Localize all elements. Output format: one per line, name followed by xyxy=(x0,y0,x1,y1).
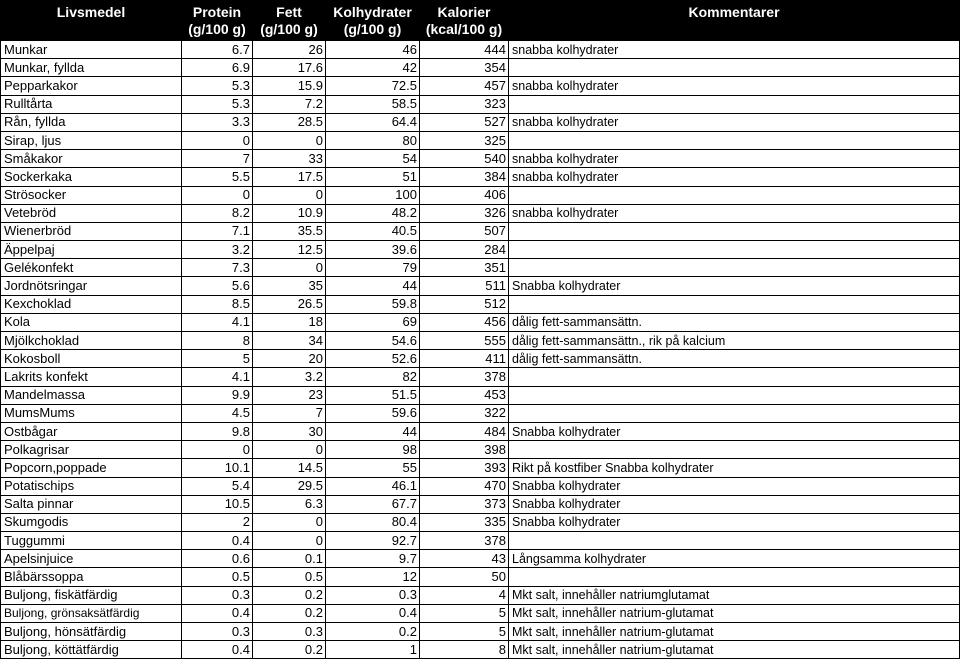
cell-livsmedel: Äppelpaj xyxy=(1,241,182,259)
cell-fett: 0 xyxy=(253,441,326,459)
cell-kommentar xyxy=(509,222,960,240)
cell-kalorier: 453 xyxy=(420,386,509,404)
cell-kommentar: Snabba kolhydrater xyxy=(509,277,960,295)
cell-fett: 0.2 xyxy=(253,641,326,659)
cell-kommentar: Mkt salt, innehåller natriumglutamat xyxy=(509,586,960,604)
cell-fett: 0 xyxy=(253,259,326,277)
table-row xyxy=(1,568,960,586)
cell-fett: 20 xyxy=(253,350,326,368)
cell-kolhydrater: 44 xyxy=(326,422,420,440)
cell-livsmedel: Polkagrisar xyxy=(1,441,182,459)
cell-livsmedel: Apelsinjuice xyxy=(1,550,182,568)
cell-kolhydrater: 54 xyxy=(326,150,420,168)
cell-livsmedel: Buljong, köttätfärdig xyxy=(1,641,182,659)
cell-kalorier: 555 xyxy=(420,332,509,350)
cell-livsmedel: Jordnötsringar xyxy=(1,277,182,295)
cell-kolhydrater: 100 xyxy=(326,186,420,204)
header-kommentarer-label: Kommentarer xyxy=(688,4,780,20)
cell-kalorier: 323 xyxy=(420,95,509,113)
cell-kommentar xyxy=(509,386,960,404)
cell-kommentar: Snabba kolhydrater xyxy=(509,513,960,531)
cell-livsmedel: Vetebröd xyxy=(1,204,182,222)
cell-kolhydrater: 48.2 xyxy=(326,204,420,222)
cell-fett: 0.5 xyxy=(253,568,326,586)
table-row xyxy=(1,641,960,659)
cell-kolhydrater: 92.7 xyxy=(326,532,420,550)
cell-livsmedel: Munkar xyxy=(1,41,182,59)
cell-fett: 23 xyxy=(253,386,326,404)
cell-fett: 17.5 xyxy=(253,168,326,186)
cell-fett: 33 xyxy=(253,150,326,168)
cell-livsmedel: MumsMums xyxy=(1,404,182,422)
cell-fett: 14.5 xyxy=(253,459,326,477)
header-kalorier-unit: (kcal/100 g) xyxy=(425,21,503,37)
cell-kolhydrater: 52.6 xyxy=(326,350,420,368)
cell-kommentar: dålig fett-sammansättn. xyxy=(509,313,960,331)
table-row xyxy=(1,295,960,313)
cell-livsmedel: Kokosboll xyxy=(1,350,182,368)
cell-kommentar: snabba kolhydrater xyxy=(509,204,960,222)
table-row xyxy=(1,204,960,222)
cell-livsmedel: Blåbärssoppa xyxy=(1,568,182,586)
table-row xyxy=(1,332,960,350)
header-kalorier-label: Kalorier xyxy=(437,4,491,20)
cell-fett: 17.6 xyxy=(253,59,326,77)
cell-kommentar: Rikt på kostfiber Snabba kolhydrater xyxy=(509,459,960,477)
cell-kommentar xyxy=(509,368,960,386)
cell-fett: 28.5 xyxy=(253,113,326,131)
cell-protein: 5.4 xyxy=(182,477,253,495)
cell-livsmedel: Småkakor xyxy=(1,150,182,168)
cell-kolhydrater: 51.5 xyxy=(326,386,420,404)
cell-protein: 0.4 xyxy=(182,604,253,622)
table-row xyxy=(1,532,960,550)
cell-fett: 7.2 xyxy=(253,95,326,113)
table-row xyxy=(1,41,960,59)
cell-protein: 9.8 xyxy=(182,422,253,440)
cell-kommentar: snabba kolhydrater xyxy=(509,113,960,131)
cell-kolhydrater: 0.4 xyxy=(326,604,420,622)
header-protein-label: Protein xyxy=(192,4,242,20)
table-row xyxy=(1,313,960,331)
cell-kolhydrater: 67.7 xyxy=(326,495,420,513)
cell-protein: 8.5 xyxy=(182,295,253,313)
cell-kommentar xyxy=(509,131,960,149)
table-row xyxy=(1,241,960,259)
cell-protein: 5.3 xyxy=(182,95,253,113)
cell-livsmedel: Salta pinnar xyxy=(1,495,182,513)
cell-protein: 9.9 xyxy=(182,386,253,404)
cell-kommentar: Mkt salt, innehåller natrium-glutamat xyxy=(509,604,960,622)
cell-kalorier: 284 xyxy=(420,241,509,259)
cell-kommentar xyxy=(509,532,960,550)
cell-kalorier: 5 xyxy=(420,604,509,622)
cell-kolhydrater: 59.8 xyxy=(326,295,420,313)
cell-kommentar xyxy=(509,241,960,259)
cell-fett: 26 xyxy=(253,41,326,59)
header-fett xyxy=(253,1,326,41)
cell-kommentar: snabba kolhydrater xyxy=(509,150,960,168)
cell-protein: 5.6 xyxy=(182,277,253,295)
header-fett-label: Fett xyxy=(276,4,302,20)
cell-fett: 18 xyxy=(253,313,326,331)
cell-kalorier: 540 xyxy=(420,150,509,168)
cell-kolhydrater: 80.4 xyxy=(326,513,420,531)
cell-protein: 4.1 xyxy=(182,368,253,386)
cell-kalorier: 411 xyxy=(420,350,509,368)
table-header xyxy=(1,1,960,41)
cell-kolhydrater: 44 xyxy=(326,277,420,295)
cell-fett: 0.1 xyxy=(253,550,326,568)
cell-kalorier: 335 xyxy=(420,513,509,531)
cell-kalorier: 444 xyxy=(420,41,509,59)
cell-kolhydrater: 9.7 xyxy=(326,550,420,568)
cell-kalorier: 484 xyxy=(420,422,509,440)
cell-protein: 5.3 xyxy=(182,77,253,95)
cell-kommentar: Långsamma kolhydrater xyxy=(509,550,960,568)
cell-kolhydrater: 59.6 xyxy=(326,404,420,422)
table-body xyxy=(1,41,960,659)
header-kommentarer xyxy=(509,1,960,41)
cell-livsmedel: Tuggummi xyxy=(1,532,182,550)
cell-kolhydrater: 54.6 xyxy=(326,332,420,350)
header-kolhydrater xyxy=(326,1,420,41)
cell-kalorier: 527 xyxy=(420,113,509,131)
cell-protein: 7.1 xyxy=(182,222,253,240)
cell-kolhydrater: 64.4 xyxy=(326,113,420,131)
cell-kolhydrater: 40.5 xyxy=(326,222,420,240)
cell-fett: 34 xyxy=(253,332,326,350)
cell-kolhydrater: 39.6 xyxy=(326,241,420,259)
cell-protein: 0.3 xyxy=(182,586,253,604)
cell-livsmedel: Mandelmassa xyxy=(1,386,182,404)
table-row xyxy=(1,368,960,386)
cell-kolhydrater: 80 xyxy=(326,131,420,149)
cell-kolhydrater: 12 xyxy=(326,568,420,586)
cell-livsmedel: Kexchoklad xyxy=(1,295,182,313)
cell-kolhydrater: 46 xyxy=(326,41,420,59)
cell-kalorier: 393 xyxy=(420,459,509,477)
table-row xyxy=(1,477,960,495)
cell-protein: 0.4 xyxy=(182,532,253,550)
cell-livsmedel: Buljong, fiskätfärdig xyxy=(1,586,182,604)
cell-kommentar: Snabba kolhydrater xyxy=(509,495,960,513)
table-row xyxy=(1,422,960,440)
cell-livsmedel: Strösocker xyxy=(1,186,182,204)
cell-kalorier: 457 xyxy=(420,77,509,95)
table-row xyxy=(1,495,960,513)
cell-kolhydrater: 98 xyxy=(326,441,420,459)
cell-fett: 3.2 xyxy=(253,368,326,386)
cell-kalorier: 398 xyxy=(420,441,509,459)
cell-kalorier: 406 xyxy=(420,186,509,204)
cell-livsmedel: Wienerbröd xyxy=(1,222,182,240)
header-kolhydrater-label: Kolhydrater xyxy=(333,4,412,20)
cell-kalorier: 470 xyxy=(420,477,509,495)
table-row xyxy=(1,186,960,204)
cell-fett: 0.3 xyxy=(253,623,326,641)
cell-kolhydrater: 55 xyxy=(326,459,420,477)
cell-kommentar: Snabba kolhydrater xyxy=(509,477,960,495)
cell-kommentar: Mkt salt, innehåller natrium-glutamat xyxy=(509,623,960,641)
cell-fett: 26.5 xyxy=(253,295,326,313)
cell-protein: 10.1 xyxy=(182,459,253,477)
cell-kalorier: 322 xyxy=(420,404,509,422)
table-row xyxy=(1,59,960,77)
cell-kalorier: 354 xyxy=(420,59,509,77)
cell-fett: 29.5 xyxy=(253,477,326,495)
cell-kolhydrater: 1 xyxy=(326,641,420,659)
cell-livsmedel: Buljong, grönsaksätfärdig xyxy=(1,604,182,622)
table-row xyxy=(1,513,960,531)
cell-kolhydrater: 58.5 xyxy=(326,95,420,113)
cell-kalorier: 326 xyxy=(420,204,509,222)
cell-kommentar xyxy=(509,59,960,77)
cell-livsmedel: Ostbågar xyxy=(1,422,182,440)
cell-fett: 35.5 xyxy=(253,222,326,240)
cell-kolhydrater: 0.3 xyxy=(326,586,420,604)
cell-kommentar xyxy=(509,186,960,204)
cell-protein: 0 xyxy=(182,441,253,459)
cell-protein: 0.4 xyxy=(182,641,253,659)
cell-fett: 6.3 xyxy=(253,495,326,513)
cell-kalorier: 456 xyxy=(420,313,509,331)
header-kalorier xyxy=(420,1,509,41)
cell-livsmedel: Gelékonfekt xyxy=(1,259,182,277)
cell-livsmedel: Munkar, fyllda xyxy=(1,59,182,77)
cell-kolhydrater: 79 xyxy=(326,259,420,277)
cell-protein: 10.5 xyxy=(182,495,253,513)
cell-livsmedel: Sirap, ljus xyxy=(1,131,182,149)
cell-livsmedel: Lakrits konfekt xyxy=(1,368,182,386)
cell-protein: 0.3 xyxy=(182,623,253,641)
cell-kalorier: 512 xyxy=(420,295,509,313)
table-row xyxy=(1,77,960,95)
cell-protein: 4.1 xyxy=(182,313,253,331)
cell-kommentar: dålig fett-sammansättn. xyxy=(509,350,960,368)
cell-kolhydrater: 51 xyxy=(326,168,420,186)
cell-livsmedel: Pepparkakor xyxy=(1,77,182,95)
header-fett-unit: (g/100 g) xyxy=(260,21,318,37)
cell-fett: 7 xyxy=(253,404,326,422)
cell-fett: 0.2 xyxy=(253,604,326,622)
cell-kolhydrater: 82 xyxy=(326,368,420,386)
cell-protein: 8 xyxy=(182,332,253,350)
cell-protein: 6.7 xyxy=(182,41,253,59)
cell-kalorier: 5 xyxy=(420,623,509,641)
cell-fett: 0 xyxy=(253,513,326,531)
cell-livsmedel: Potatischips xyxy=(1,477,182,495)
table-row xyxy=(1,459,960,477)
cell-kommentar xyxy=(509,404,960,422)
table-row xyxy=(1,604,960,622)
cell-fett: 0.2 xyxy=(253,586,326,604)
cell-protein: 4.5 xyxy=(182,404,253,422)
cell-kolhydrater: 0.2 xyxy=(326,623,420,641)
cell-kalorier: 511 xyxy=(420,277,509,295)
cell-livsmedel: Buljong, hönsätfärdig xyxy=(1,623,182,641)
header-protein-unit: (g/100 g) xyxy=(188,21,246,37)
table-row xyxy=(1,95,960,113)
table-row xyxy=(1,113,960,131)
cell-kalorier: 325 xyxy=(420,131,509,149)
cell-kommentar: snabba kolhydrater xyxy=(509,168,960,186)
table-row xyxy=(1,277,960,295)
cell-livsmedel: Skumgodis xyxy=(1,513,182,531)
cell-protein: 7.3 xyxy=(182,259,253,277)
cell-kalorier: 384 xyxy=(420,168,509,186)
cell-protein: 0 xyxy=(182,186,253,204)
header-row xyxy=(1,1,960,41)
cell-kalorier: 351 xyxy=(420,259,509,277)
cell-kalorier: 8 xyxy=(420,641,509,659)
cell-kommentar: snabba kolhydrater xyxy=(509,41,960,59)
cell-kommentar xyxy=(509,568,960,586)
cell-kommentar xyxy=(509,441,960,459)
table-row xyxy=(1,586,960,604)
cell-protein: 8.2 xyxy=(182,204,253,222)
header-kolhydrater-unit: (g/100 g) xyxy=(343,21,402,37)
cell-livsmedel: Popcorn,poppade xyxy=(1,459,182,477)
cell-kommentar xyxy=(509,259,960,277)
cell-protein: 7 xyxy=(182,150,253,168)
cell-protein: 5 xyxy=(182,350,253,368)
cell-kommentar: dålig fett-sammansättn., rik på kalcium xyxy=(509,332,960,350)
cell-protein: 5.5 xyxy=(182,168,253,186)
cell-kommentar xyxy=(509,95,960,113)
table-row xyxy=(1,623,960,641)
table-row xyxy=(1,150,960,168)
table-row xyxy=(1,222,960,240)
table-row xyxy=(1,404,960,422)
cell-protein: 0.5 xyxy=(182,568,253,586)
cell-fett: 0 xyxy=(253,131,326,149)
table-row xyxy=(1,386,960,404)
table-row xyxy=(1,441,960,459)
cell-protein: 0 xyxy=(182,131,253,149)
cell-livsmedel: Sockerkaka xyxy=(1,168,182,186)
cell-livsmedel: Kola xyxy=(1,313,182,331)
cell-fett: 15.9 xyxy=(253,77,326,95)
cell-kolhydrater: 72.5 xyxy=(326,77,420,95)
header-livsmedel xyxy=(1,1,182,41)
cell-protein: 3.3 xyxy=(182,113,253,131)
table-row xyxy=(1,350,960,368)
table-row xyxy=(1,168,960,186)
cell-fett: 30 xyxy=(253,422,326,440)
cell-kommentar: snabba kolhydrater xyxy=(509,77,960,95)
cell-livsmedel: Rulltårta xyxy=(1,95,182,113)
cell-kalorier: 507 xyxy=(420,222,509,240)
table-row xyxy=(1,550,960,568)
cell-kalorier: 378 xyxy=(420,532,509,550)
cell-kommentar: Mkt salt, innehåller natrium-glutamat xyxy=(509,641,960,659)
table-row xyxy=(1,131,960,149)
header-protein xyxy=(182,1,253,41)
cell-kommentar xyxy=(509,295,960,313)
cell-fett: 35 xyxy=(253,277,326,295)
cell-kalorier: 373 xyxy=(420,495,509,513)
cell-fett: 0 xyxy=(253,532,326,550)
cell-kolhydrater: 69 xyxy=(326,313,420,331)
cell-fett: 0 xyxy=(253,186,326,204)
cell-livsmedel: Rån, fyllda xyxy=(1,113,182,131)
cell-protein: 0.6 xyxy=(182,550,253,568)
cell-kommentar: Snabba kolhydrater xyxy=(509,422,960,440)
cell-protein: 3.2 xyxy=(182,241,253,259)
cell-livsmedel: Mjölkchoklad xyxy=(1,332,182,350)
cell-kolhydrater: 42 xyxy=(326,59,420,77)
cell-kalorier: 378 xyxy=(420,368,509,386)
cell-kolhydrater: 46.1 xyxy=(326,477,420,495)
cell-protein: 6.9 xyxy=(182,59,253,77)
table-row xyxy=(1,259,960,277)
cell-protein: 2 xyxy=(182,513,253,531)
cell-kalorier: 4 xyxy=(420,586,509,604)
header-livsmedel-label: Livsmedel xyxy=(56,4,126,20)
cell-kalorier: 50 xyxy=(420,568,509,586)
cell-fett: 10.9 xyxy=(253,204,326,222)
cell-kalorier: 43 xyxy=(420,550,509,568)
cell-fett: 12.5 xyxy=(253,241,326,259)
